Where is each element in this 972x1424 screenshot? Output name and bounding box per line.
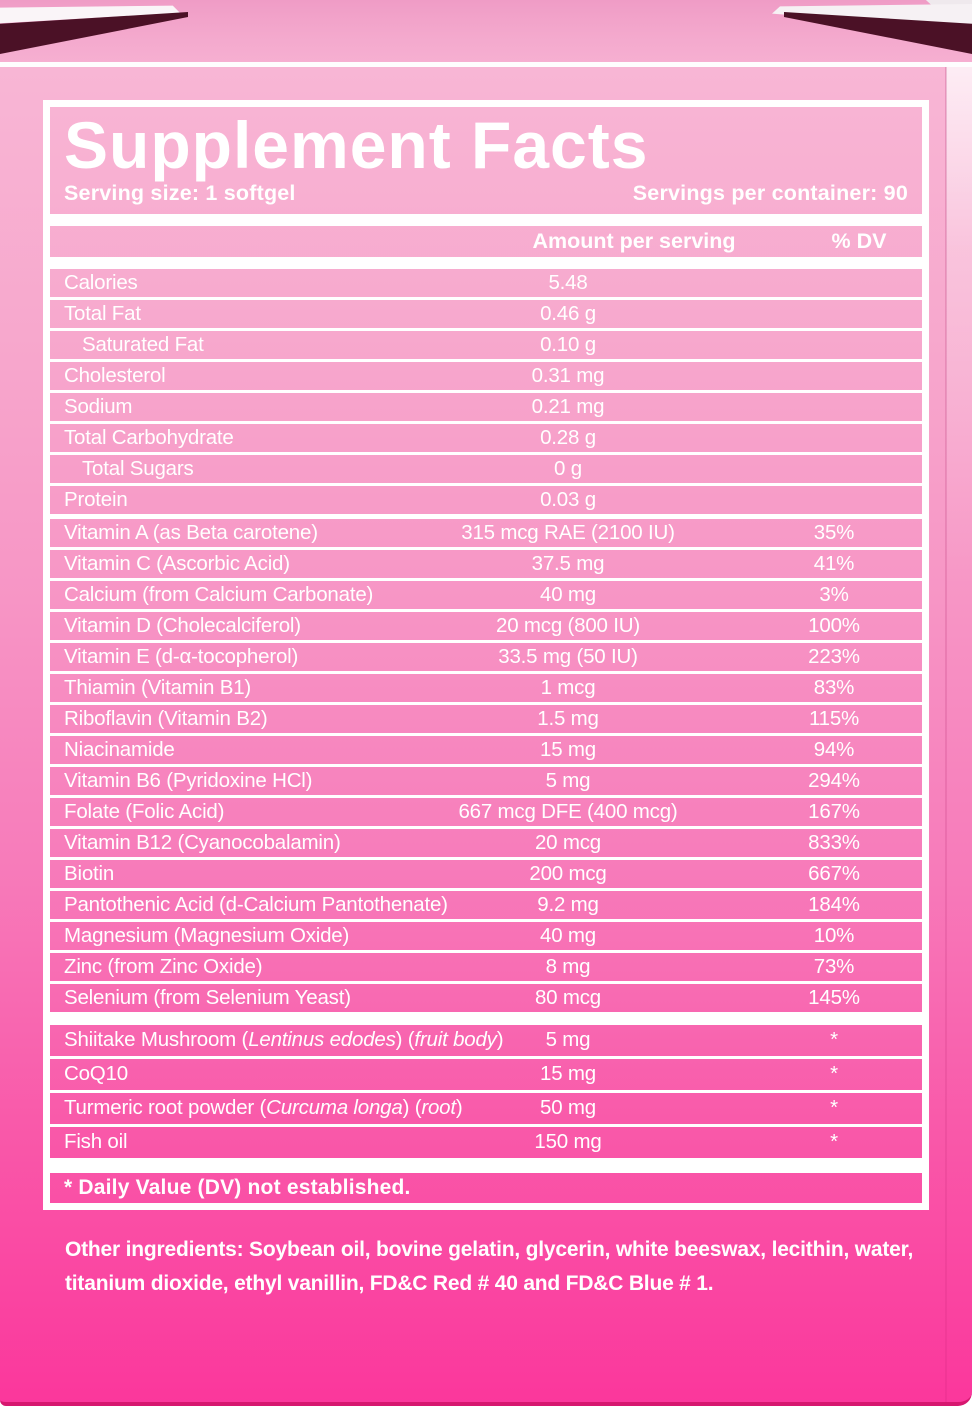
nutrient-dv: 833% [808,830,860,854]
nutrient-name: Thiamin (Vitamin B1) [64,675,252,699]
divider [50,1161,922,1173]
nutrient-name: Folate (Folic Acid) [64,799,225,823]
nutrient-amount: 200 mcg [529,861,607,885]
nutrient-name: Total Sugars [82,456,194,480]
nutrient-name: Vitamin A (as Beta carotene) [64,520,318,544]
nutrient-amount: 9.2 mg [537,892,599,916]
nutrient-name: Turmeric root powder (Curcuma longa) (root) [64,1096,463,1120]
table-row [50,953,922,984]
table-row [50,331,922,362]
nutrient-name: Vitamin B12 (Cyanocobalamin) [64,830,341,854]
nutrient-dv: 100% [808,613,860,637]
nutrient-amount: 1.5 mg [537,706,599,730]
table-row [50,984,922,1015]
panel-title: Supplement Facts [64,108,649,182]
table-row [50,581,922,612]
nutrient-amount: 8 mg [545,954,591,978]
nutrient-name: Magnesium (Magnesium Oxide) [64,923,350,947]
nutrient-name: Vitamin C (Ascorbic Acid) [64,551,290,575]
nutrient-name: Vitamin E (d-α-tocopherol) [64,644,299,668]
supplement-facts-panel [43,100,929,1210]
nutrient-amount: 20 mcg [534,830,602,854]
nutrient-amount: 5 mg [545,768,591,792]
nutrient-dv: 10% [813,923,855,947]
nutrient-amount: 315 mcg RAE (2100 IU) [461,520,675,544]
nutrient-name: Shiitake Mushroom (Lentinus edodes) (fruit body) [64,1028,504,1052]
nutrient-amount: 0.03 g [540,487,596,511]
table-row [50,922,922,953]
table-row [50,767,922,798]
nutrient-dv: 35% [813,520,855,544]
nutrient-dv: 184% [808,892,860,916]
nutrient-dv: 167% [808,799,860,823]
nutrient-table [50,269,922,1161]
table-row [50,891,922,922]
nutrient-name: Biotin [64,861,115,885]
nutrient-amount: 5.48 [548,270,588,294]
nutrient-amount: 0.28 g [540,425,596,449]
nutrient-name: CoQ10 [64,1062,128,1086]
nutrient-name: Total Carbohydrate [64,425,234,449]
nutrient-name: Fish oil [64,1130,128,1154]
dv-footnote: * Daily Value (DV) not established. [64,1175,411,1199]
nutrient-name: Cholesterol [64,363,166,387]
nutrient-name: Vitamin D (Cholecalciferol) [64,613,301,637]
nutrient-name: Vitamin B6 (Pyridoxine HCl) [64,768,313,792]
divider [50,214,922,226]
nutrient-amount: 33.5 mg (50 IU) [498,644,638,668]
nutrient-name: Selenium (from Selenium Yeast) [64,985,351,1009]
table-row [50,1059,922,1093]
nutrient-amount: 0.31 mg [531,363,605,387]
panel-header [50,107,922,214]
nutrient-amount: 0.46 g [540,301,596,325]
nutrient-amount: 0 g [554,456,582,480]
box-right-edge-highlight [946,67,972,587]
table-row [50,1093,922,1127]
box-right-edge-crease [945,67,947,1402]
nutrient-name: Niacinamide [64,737,175,761]
table-row [50,643,922,674]
table-row [50,424,922,455]
nutrient-dv: 94% [813,737,855,761]
nutrient-amount: 37.5 mg [531,551,605,575]
nutrient-name: Calcium (from Calcium Carbonate) [64,582,374,606]
nutrient-amount: 20 mcg (800 IU) [496,613,640,637]
nutrient-amount: 40 mg [540,923,596,947]
table-row [50,860,922,891]
nutrient-name: Total Fat [64,301,141,325]
nutrient-name: Saturated Fat [82,332,204,356]
servings-per-container: Servings per container: 90 [632,180,908,205]
nutrient-dv: * [830,1096,838,1120]
divider [50,257,922,269]
table-row [50,674,922,705]
table-row [50,829,922,860]
nutrient-dv: 294% [808,768,860,792]
nutrient-dv: * [830,1062,838,1086]
nutrient-name: Sodium [64,394,133,418]
table-row [50,736,922,767]
nutrient-dv: 41% [813,551,855,575]
nutrient-amount: 40 mg [540,582,596,606]
nutrient-dv: 3% [819,582,849,606]
table-row [50,1127,922,1161]
serving-info [64,181,908,206]
table-row [50,486,922,517]
serving-size: Serving size: 1 softgel [64,180,296,205]
column-header-dv: % DV [831,228,887,253]
table-row [50,1025,922,1059]
nutrient-dv: 83% [813,675,855,699]
table-row [50,798,922,829]
column-header-amount: Amount per serving [532,228,736,253]
table-row [50,519,922,550]
nutrient-amount: 80 mcg [534,985,602,1009]
nutrient-amount: 15 mg [540,1062,596,1086]
nutrient-dv: 223% [808,644,860,668]
nutrient-amount: 5 mg [545,1028,591,1052]
nutrient-name: Calories [64,270,138,294]
table-row [50,612,922,643]
table-row [50,550,922,581]
nutrient-dv: * [830,1028,838,1052]
table-row [50,300,922,331]
nutrient-name: Protein [64,487,128,511]
table-row [50,269,922,300]
table-row [50,393,922,424]
nutrient-dv: 73% [813,954,855,978]
nutrient-amount: 0.21 mg [531,394,605,418]
other-ingredients: Other ingredients: Soybean oil, bovine gelatin, glycerin, white beeswax, lecithin, water, titanium dioxide, ethyl vanillin, FD&C Red # 40 and FD&C Blue # 1. [65,1238,914,1296]
nutrient-amount: 50 mg [540,1096,596,1120]
nutrient-amount: 150 mg [534,1130,602,1154]
nutrient-dv: 667% [808,861,860,885]
nutrient-amount: 1 mcg [540,675,596,699]
nutrient-amount: 15 mg [540,737,596,761]
nutrient-amount: 667 mcg DFE (400 mcg) [458,799,678,823]
table-row [50,705,922,736]
nutrient-dv: * [830,1130,838,1154]
box-top-flap [0,0,972,67]
box-front-panel [0,62,972,1406]
table-row [50,455,922,486]
nutrient-name: Riboflavin (Vitamin B2) [64,706,268,730]
nutrient-dv: 145% [808,985,860,1009]
nutrient-name: Pantothenic Acid (d-Calcium Pantothenate) [64,892,448,916]
divider [50,1015,922,1025]
column-header-row [50,226,922,257]
nutrient-dv: 115% [808,706,860,730]
nutrient-name: Zinc (from Zinc Oxide) [64,954,263,978]
table-row [50,362,922,393]
nutrient-amount: 0.10 g [540,332,596,356]
